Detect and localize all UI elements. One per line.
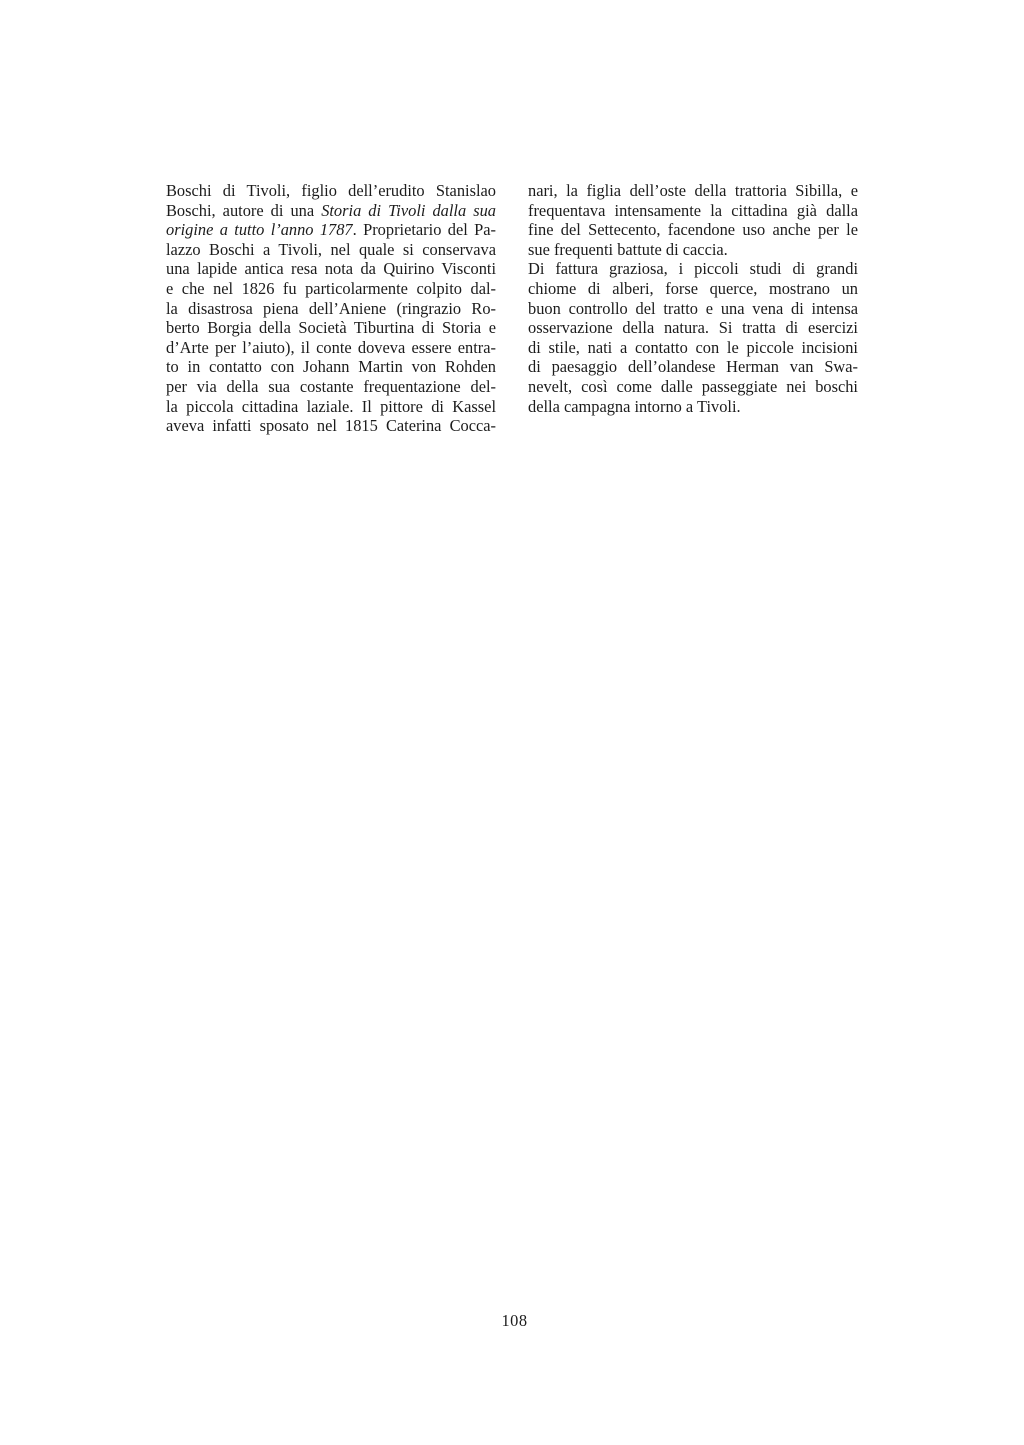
text-line: di stile, nati a contatto con le piccole incisioni [528, 337, 858, 357]
text-line: aveva infatti sposato nel 1815 Caterina Cocca- [166, 416, 496, 436]
text-line: to in contatto con Johann Martin von Rohden [166, 357, 496, 377]
text-line: d’Arte per l’aiuto), il conte doveva essere entra- [166, 337, 496, 357]
text-line: della campagna intorno a Tivoli. [528, 396, 741, 416]
book-title-italic: origine a tutto l’anno 1787 [166, 220, 353, 240]
text-line: osservazione della natura. Si tratta di esercizi [528, 318, 858, 338]
text-line: sue frequenti battute di caccia. [528, 239, 728, 259]
text-line: fine del Settecento, facendone uso anche per le [528, 220, 858, 240]
text-line: nari, la figlia dell’oste della trattoria Sibilla, e [528, 181, 858, 200]
text-line: buon controllo del tratto e una vena di intensa [528, 298, 858, 318]
text-line: nevelt, così come dalle passeggiate nei boschi [528, 376, 858, 396]
text-line: chiome di alberi, forse querce, mostrano un [528, 278, 858, 298]
text-line: origine a tutto l’anno 1787. Proprietario del Pa- [166, 220, 496, 240]
text-line: per via della sua costante frequentazione del- [166, 376, 496, 396]
text-line: di paesaggio dell’olandese Herman van Swa- [528, 357, 858, 377]
text-line: lazzo Boschi a Tivoli, nel quale si conservava [166, 239, 496, 259]
text-line: Boschi, autore di una Storia di Tivoli dalla sua [166, 200, 496, 220]
page-number: 108 [501, 1311, 528, 1330]
text-line: berto Borgia della Società Tiburtina di Storia e [166, 318, 496, 338]
text-line: Di fattura graziosa, i piccoli studi di grandi [528, 259, 858, 279]
text-line: la piccola cittadina laziale. Il pittore di Kassel [166, 396, 496, 416]
text-line: Boschi di Tivoli, figlio dell’erudito Stanislao [166, 181, 496, 200]
left-text-column [166, 181, 496, 436]
right-text-column [528, 181, 858, 416]
text-line: la disastrosa piena dell’Aniene (ringrazio Ro- [166, 298, 496, 318]
text-line: e che nel 1826 fu particolarmente colpito dal- [166, 278, 496, 298]
text-line: una lapide antica resa nota da Quirino Visconti [166, 259, 496, 279]
text-line: frequentava intensamente la cittadina già dalla [528, 200, 858, 220]
book-title-italic: Storia di Tivoli dalla sua [321, 200, 496, 220]
